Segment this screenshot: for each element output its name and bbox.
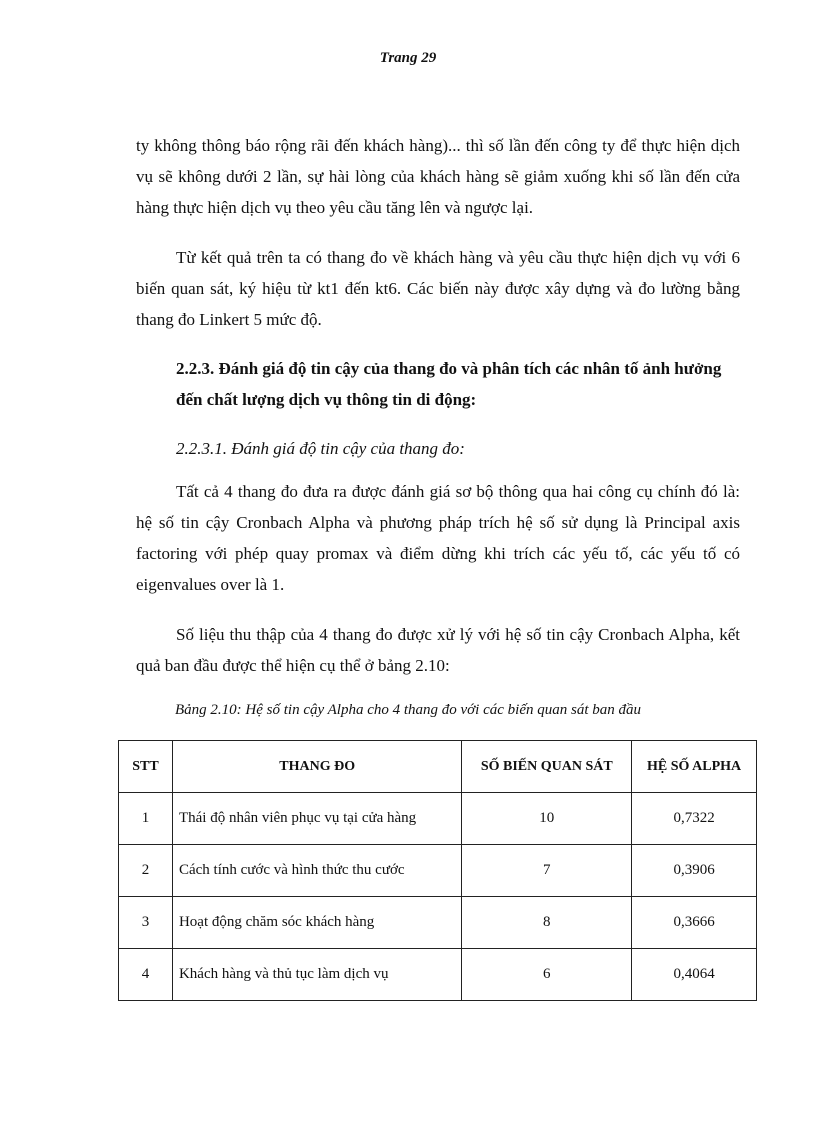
alpha-table (118, 740, 757, 1001)
paragraph-3: Tất cả 4 thang đo đưa ra được đánh giá sơ bộ thông qua hai công cụ chính đó là: hệ số tin cậy Cronbach Alpha và phương pháp trích hệ số sử dụng là Principal axis factoring với phép quay promax và điểm dừng khi trích các yếu tố, các yếu tố có eigenvalues over là 1. (136, 482, 740, 594)
section-heading: 2.2.3. Đánh giá độ tin cậy của thang đo và phân tích các nhân tố ảnh hưởng đến chất lượng dịch vụ thông tin di động: (176, 359, 722, 409)
header-stt: STT (119, 741, 173, 793)
cell-scale: Thái độ nhân viên phục vụ tại cửa hàng (172, 793, 461, 845)
table-header-row (119, 741, 757, 793)
subsection-heading: 2.2.3.1. Đánh giá độ tin cậy của thang đo: (176, 439, 465, 458)
paragraph-4: Số liệu thu thập của 4 thang đo được xử lý với hệ số tin cậy Cronbach Alpha, kết quả ban đầu được thể hiện cụ thể ở bảng 2.10: (136, 625, 740, 675)
cell-variable-count: 6 (462, 949, 632, 1001)
cell-stt: 1 (119, 793, 173, 845)
cell-variable-count: 7 (462, 845, 632, 897)
cell-alpha: 0,3666 (632, 897, 757, 949)
paragraph-1: ty không thông báo rộng rãi đến khách hàng)... thì số lần đến công ty để thực hiện dịch vụ sẽ không dưới 2 lần, sự hài lòng của khách hàng sẽ giảm xuống khi số lần đến cửa hàng thực hiện dịch vụ theo yêu cầu tăng lên và ngược lại. (136, 136, 740, 217)
cell-stt: 4 (119, 949, 173, 1001)
table-row (119, 793, 757, 845)
header-scale: THANG ĐO (172, 741, 461, 793)
table-row (119, 897, 757, 949)
cell-variable-count: 10 (462, 793, 632, 845)
page-header: Trang 29 (379, 50, 437, 66)
cell-scale: Cách tính cước và hình thức thu cước (172, 845, 461, 897)
header-variable-count: SỐ BIẾN QUAN SÁT (462, 741, 632, 793)
header-alpha: HỆ SỐ ALPHA (632, 741, 757, 793)
cell-stt: 3 (119, 897, 173, 949)
cell-alpha: 0,3906 (632, 845, 757, 897)
table-caption: Bảng 2.10: Hệ số tin cậy Alpha cho 4 thang đo với các biến quan sát ban đầu (175, 702, 641, 718)
table-row (119, 845, 757, 897)
cell-alpha: 0,4064 (632, 949, 757, 1001)
cell-scale: Khách hàng và thủ tục làm dịch vụ (172, 949, 461, 1001)
table-row (119, 949, 757, 1001)
cell-stt: 2 (119, 845, 173, 897)
paragraph-2: Từ kết quả trên ta có thang đo về khách hàng và yêu cầu thực hiện dịch vụ với 6 biến quan sát, ký hiệu từ kt1 đến kt6. Các biến này được xây dựng và đo lường bằng thang đo Linkert 5 mức độ. (136, 248, 740, 329)
cell-variable-count: 8 (462, 897, 632, 949)
cell-alpha: 0,7322 (632, 793, 757, 845)
cell-scale: Hoạt động chăm sóc khách hàng (172, 897, 461, 949)
